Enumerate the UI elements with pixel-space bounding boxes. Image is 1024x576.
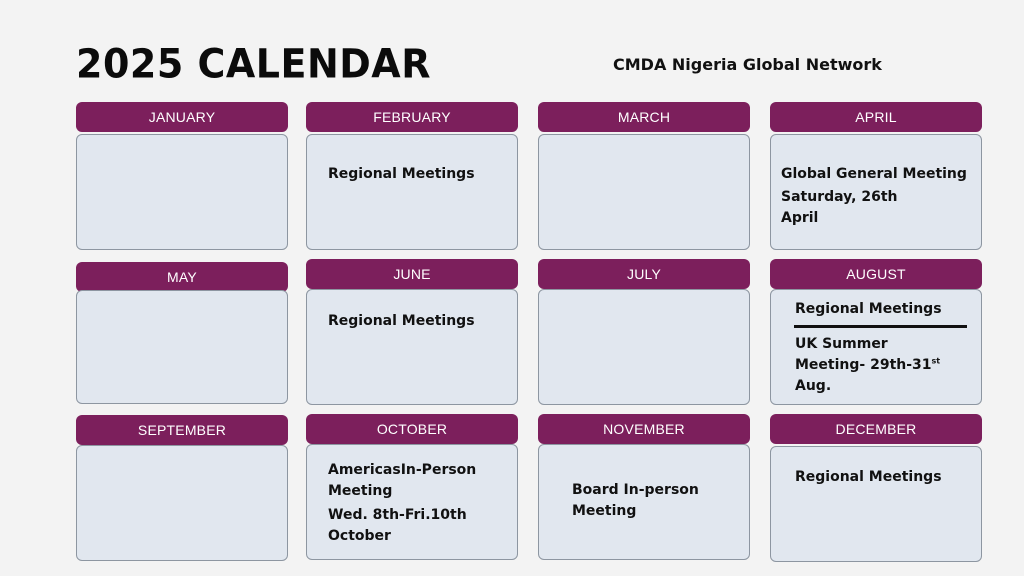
- event-line: Saturday, 26th: [781, 189, 898, 205]
- event-text: [795, 467, 942, 488]
- event-line: Global General Meeting: [781, 166, 967, 182]
- event-text: [328, 460, 476, 547]
- event-text: [572, 480, 699, 522]
- organization-name: CMDA Nigeria Global Network: [613, 55, 882, 74]
- month-header: FEBRUARY: [306, 102, 518, 132]
- month-box: [538, 289, 750, 405]
- month-header: JUNE: [306, 259, 518, 289]
- event-line: [795, 355, 940, 376]
- page-title: 2025 CALENDAR: [76, 40, 431, 88]
- month-box: [770, 446, 982, 562]
- event-line: Board In-person: [572, 482, 699, 498]
- month-header: JULY: [538, 259, 750, 289]
- event-text: [328, 164, 475, 185]
- event-line: Meeting: [572, 503, 637, 519]
- event-line: Regional Meetings: [795, 469, 942, 485]
- event-line-text: Meeting- 29th-31: [795, 357, 932, 373]
- month-header: DECEMBER: [770, 414, 982, 444]
- event-text: [795, 299, 942, 320]
- event-line: Regional Meetings: [795, 301, 942, 317]
- month-header: SEPTEMBER: [76, 415, 288, 445]
- ordinal-suffix: st: [931, 356, 941, 366]
- month-box: [76, 445, 288, 561]
- month-box: [76, 134, 288, 250]
- month-box: [306, 289, 518, 405]
- month-header: MAY: [76, 262, 288, 292]
- month-header: NOVEMBER: [538, 414, 750, 444]
- divider-line: [794, 325, 967, 328]
- event-line: Aug.: [795, 378, 832, 394]
- event-line: AmericasIn-Person: [328, 462, 477, 478]
- event-line: Regional Meetings: [328, 166, 475, 182]
- month-box: [538, 134, 750, 250]
- event-text: [328, 311, 475, 332]
- event-text: [781, 164, 967, 229]
- event-line: UK Summer: [795, 336, 888, 352]
- month-header: MARCH: [538, 102, 750, 132]
- event-text: [795, 334, 940, 397]
- month-header: AUGUST: [770, 259, 982, 289]
- event-line: Wed. 8th-Fri.10th: [328, 507, 467, 523]
- month-header: APRIL: [770, 102, 982, 132]
- month-header: JANUARY: [76, 102, 288, 132]
- month-box: [306, 134, 518, 250]
- event-line: April: [781, 210, 819, 226]
- month-header: OCTOBER: [306, 414, 518, 444]
- event-line: October: [328, 528, 391, 544]
- month-box: [76, 290, 288, 404]
- event-line: Regional Meetings: [328, 313, 475, 329]
- event-line: Meeting: [328, 483, 393, 499]
